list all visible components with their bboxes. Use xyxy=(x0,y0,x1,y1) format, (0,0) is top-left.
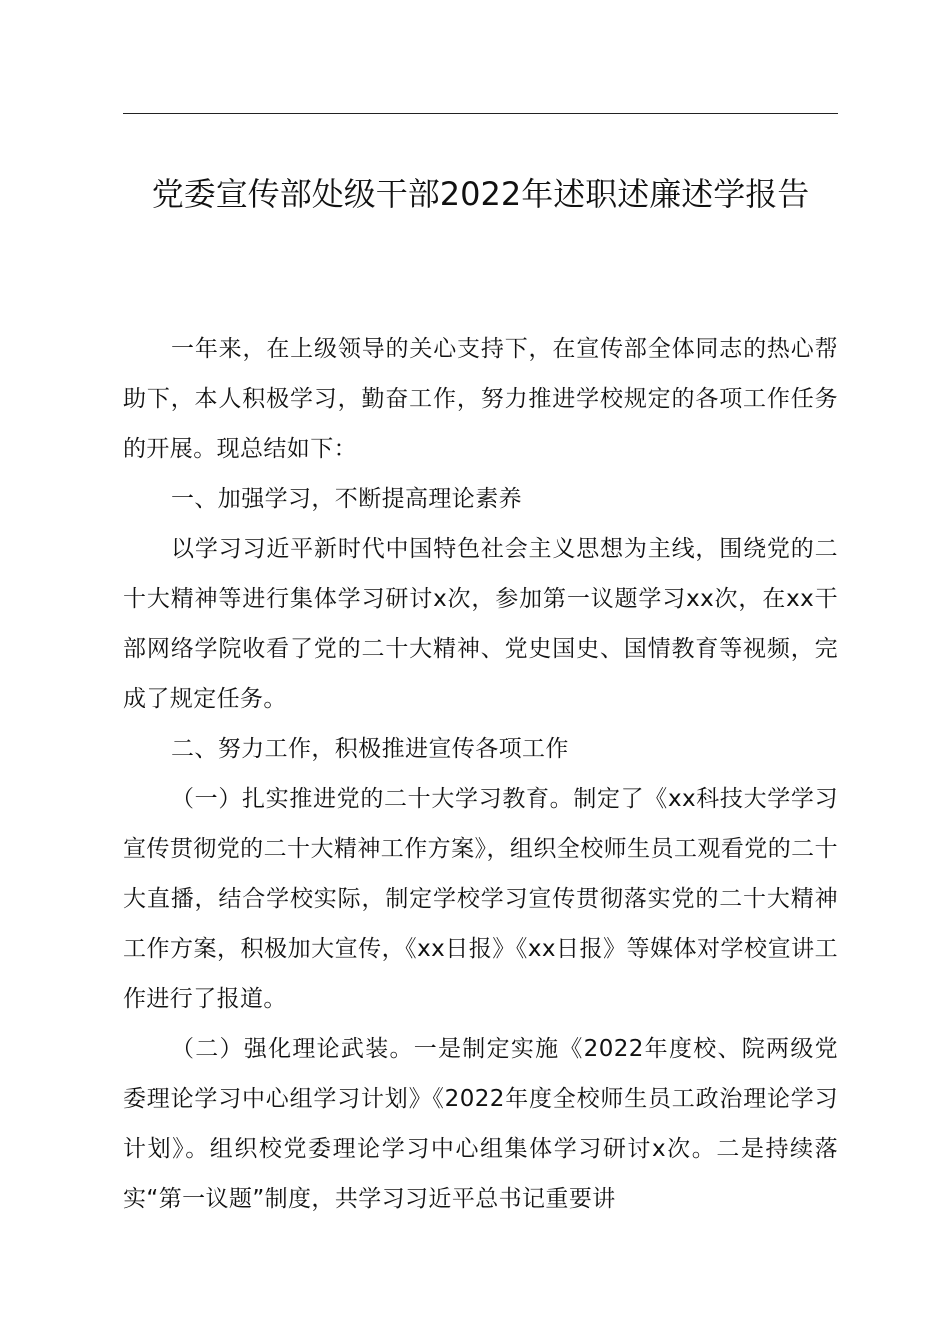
paragraph-study: 以学习习近平新时代中国特色社会主义思想为主线，围绕党的二十大精神等进行集体学习研讨x次，参加第一议题学习xx次，在xx干部网络学院收看了党的二十大精神、党史国史、国情教育等视频，完成了规定任务。 xyxy=(123,536,838,712)
paragraph-item-2: （二）强化理论武装。一是制定实施《2022年度校、院两级党委理论学习中心组学习计划》《2022年度全校师生员工政治理论学习计划》。组织校党委理论学习中心组集体学习研讨x次。二是持续落实“第一议题”制度，共学习习近平总书记重要讲 xyxy=(123,1036,838,1212)
header-rule xyxy=(123,113,838,114)
paragraph-item-1: （一）扎实推进党的二十大学习教育。制定了《xx科技大学学习宣传贯彻党的二十大精神工作方案》，组织全校师生员工观看党的二十大直播，结合学校实际，制定学校学习宣传贯彻落实党的二十大精神工作方案，积极加大宣传，《xx日报》《xx日报》等媒体对学校宣讲工作进行了报道。 xyxy=(123,786,838,1012)
section-heading-2: 二、努力工作，积极推进宣传各项工作 xyxy=(171,736,569,762)
document-title: 党委宣传部处级干部2022年述职述廉述学报告 xyxy=(151,175,810,213)
paragraph-intro: 一年来，在上级领导的关心支持下，在宣传部全体同志的热心帮助下，本人积极学习，勤奋工作，努力推进学校规定的各项工作任务的开展。现总结如下： xyxy=(123,336,838,462)
section-heading-1: 一、加强学习，不断提高理论素养 xyxy=(171,486,522,512)
document-body xyxy=(123,324,838,1224)
